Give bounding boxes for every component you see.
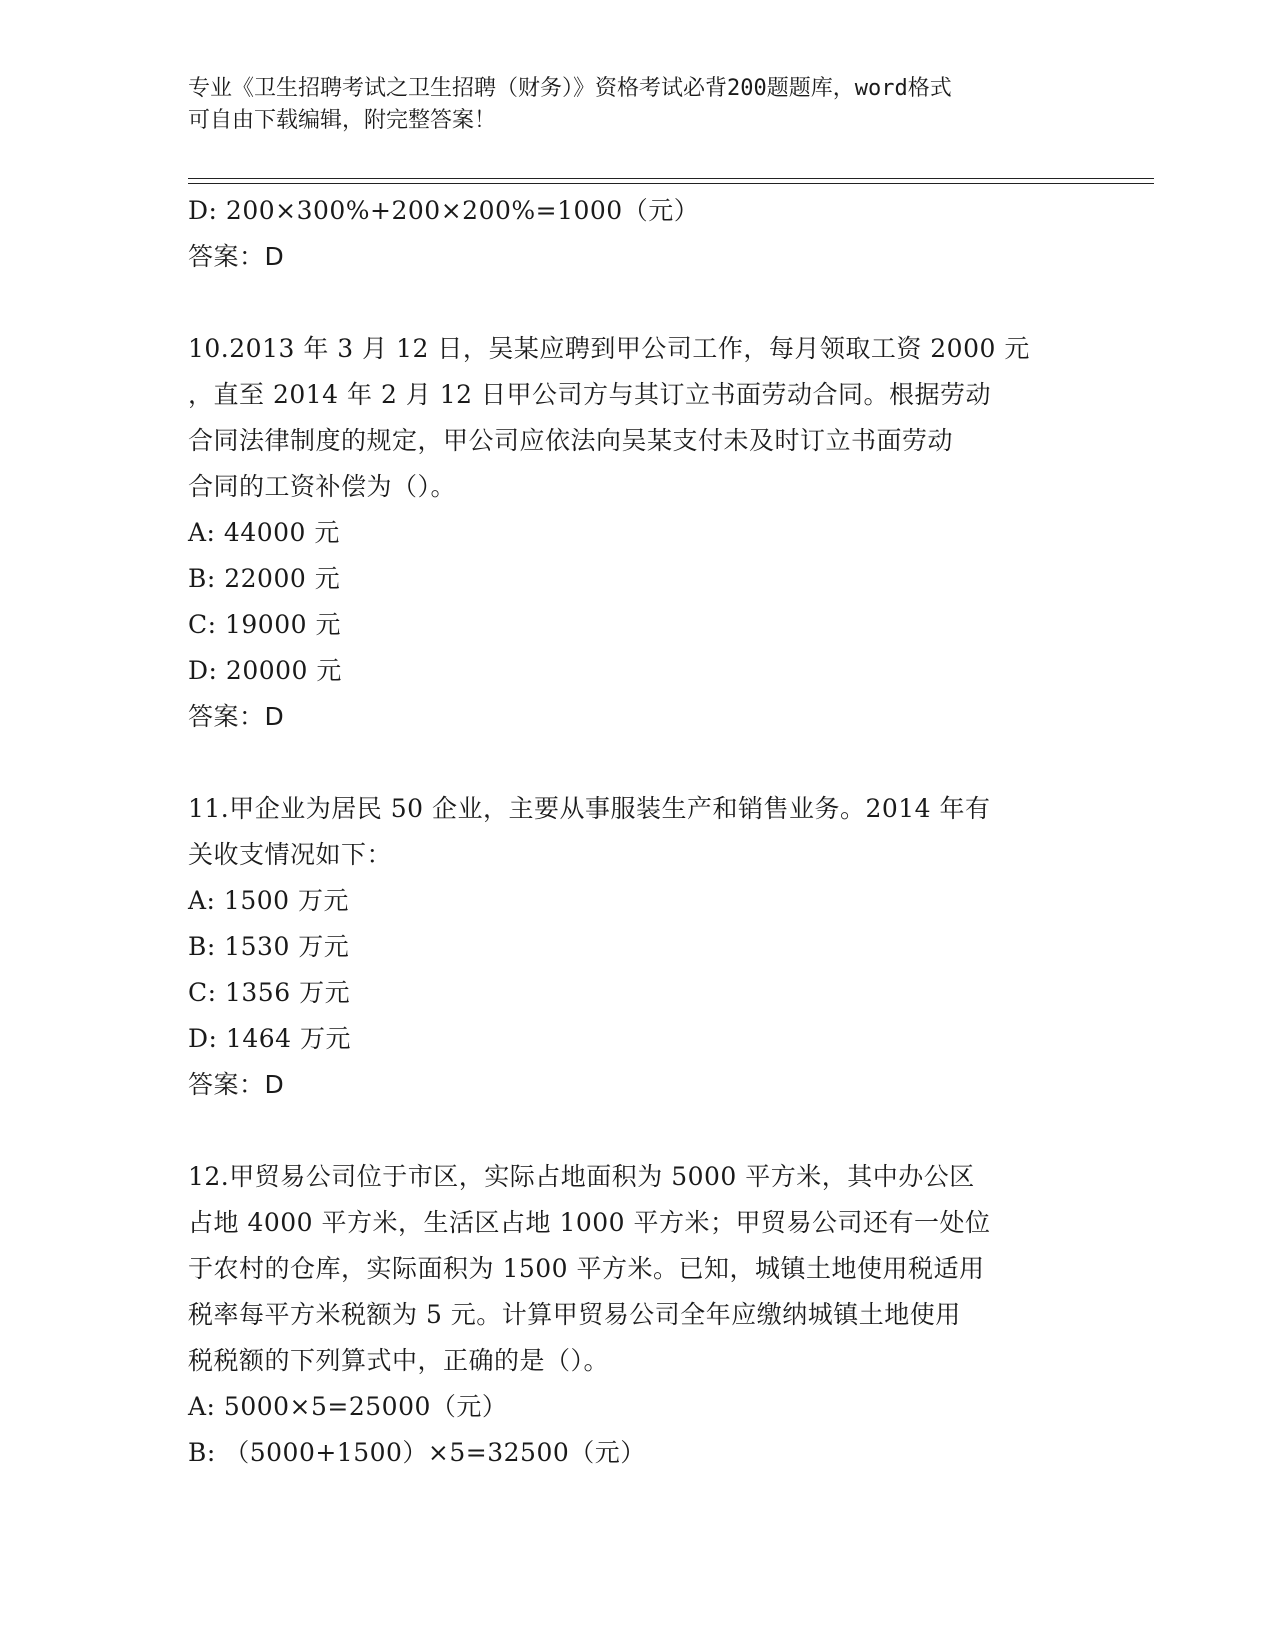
document-body: [188, 188, 1088, 1476]
question-stem-line: 合同的工资补偿为（）。: [188, 472, 457, 501]
answer: 答案：D: [188, 1070, 285, 1099]
question-stem-line: 12.甲贸易公司位于市区，实际占地面积为 5000 平方米，其中办公区: [188, 1162, 975, 1191]
header-rule-bottom: [188, 183, 1154, 184]
header-rule-top: [188, 178, 1154, 179]
header-line-2: 可自由下载编辑，附完整答案！: [188, 108, 497, 133]
option-a: A: 5000×5=25000（元）: [188, 1392, 508, 1421]
document-header: [188, 73, 1088, 137]
question-stem-line: 于农村的仓库，实际面积为 1500 平方米。已知，城镇土地使用税适用: [188, 1254, 985, 1283]
question-11: [188, 786, 1088, 1108]
option-a: A: 44000 元: [188, 518, 340, 547]
prev-option-d: D: 200×300%+200×200%=1000（元）: [188, 196, 700, 225]
option-c: C: 19000 元: [188, 610, 341, 639]
question-stem-line: ，直至 2014 年 2 月 12 日甲公司方与其订立书面劳动合同。根据劳动: [188, 380, 992, 409]
question-stem-line: 税率每平方米税额为 5 元。计算甲贸易公司全年应缴纳城镇土地使用: [188, 1300, 961, 1329]
option-c: C: 1356 万元: [188, 978, 351, 1007]
question-stem-line: 占地 4000 平方米，生活区占地 1000 平方米；甲贸易公司还有一处位: [188, 1208, 991, 1237]
option-b: B: 1530 万元: [188, 932, 350, 961]
question-stem-line: 10.2013 年 3 月 12 日，吴某应聘到甲公司工作，每月领取工资 2000 元: [188, 334, 1030, 363]
question-stem-line: 税税额的下列算式中，正确的是（）。: [188, 1346, 610, 1375]
question-12: [188, 1154, 1088, 1476]
option-d: D: 1464 万元: [188, 1024, 351, 1053]
option-b: B: （5000+1500）×5=32500（元）: [188, 1438, 646, 1467]
prev-answer: 答案：D: [188, 242, 285, 271]
question-10: [188, 326, 1088, 740]
question-stem-line: 11.甲企业为居民 50 企业，主要从事服装生产和销售业务。2014 年有: [188, 794, 991, 823]
option-a: A: 1500 万元: [188, 886, 349, 915]
question-stem-line: 合同法律制度的规定，甲公司应依法向吴某支付未及时订立书面劳动: [188, 426, 954, 455]
question-stem-line: 关收支情况如下：: [188, 840, 393, 869]
option-d: D: 20000 元: [188, 656, 342, 685]
answer: 答案：D: [188, 702, 285, 731]
option-b: B: 22000 元: [188, 564, 341, 593]
header-line-1: 专业《卫生招聘考试之卫生招聘（财务）》资格考试必背200题题库，word格式: [188, 76, 952, 101]
